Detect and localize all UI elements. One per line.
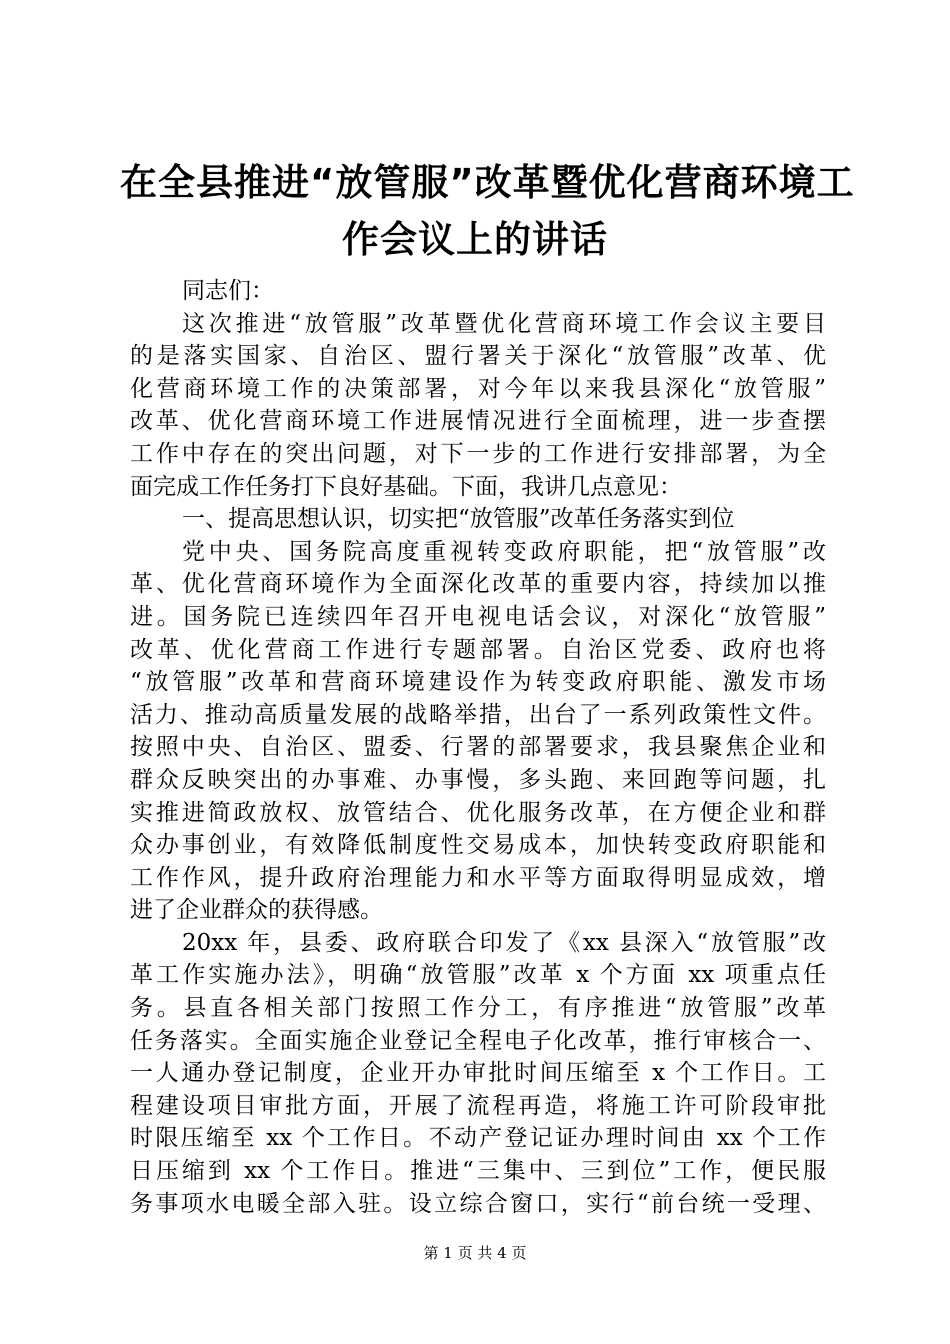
- document-title-line-2: 作会议上的讲话: [342, 218, 608, 261]
- body-text-line: 进了企业群众的获得感。: [130, 897, 383, 924]
- body-text-line: 面完成工作任务打下良好基础。下面，我讲几点意见：: [130, 473, 682, 500]
- body-text-line: 化营商环境工作的决策部署，对今年以来我县深化“放管服”: [130, 375, 826, 402]
- body-text-line: 同志们：: [182, 278, 274, 304]
- body-text-line: 群众反映突出的办事难、办事慢，多头跑、来回跑等问题，扎: [130, 766, 826, 793]
- body-text-line: 务。县直各相关部门按照工作分工，有序推进“放管服”改革: [130, 995, 826, 1022]
- body-text-line: 党中央、国务院高度重视转变政府职能，把“放管服”改: [182, 538, 826, 565]
- body-text-line: 革工作实施办法》，明确“放管服”改革 x 个方面 xx 项重点任: [130, 962, 826, 989]
- body-text-line: 实推进简政放权、放管结合、优化服务改革，在方便企业和群: [130, 799, 826, 826]
- body-text-line: 众办事创业，有效降低制度性交易成本，加快转变政府职能和: [130, 832, 826, 859]
- body-text-line: 的是落实国家、自治区、盟行署关于深化“放管服”改革、优: [130, 343, 826, 370]
- body-text-line: 进。国务院已连续四年召开电视电话会议，对深化“放管服”: [130, 603, 826, 630]
- body-text-line: 按照中央、自治区、盟委、行署的部署要求，我县聚焦企业和: [130, 734, 826, 761]
- body-text-line: 这次推进“放管服”改革暨优化营商环境工作会议主要目: [182, 310, 826, 337]
- body-text-line: 工作作风，提升政府治理能力和水平等方面取得明显成效，增: [130, 864, 826, 891]
- body-text-line: 一、提高思想认识，切实把“放管服”改革任务落实到位: [182, 506, 735, 533]
- body-text-line: 改革、优化营商环境工作进展情况进行全面梳理，进一步查摆: [130, 408, 826, 435]
- body-text-line: 程建设项目审批方面，开展了流程再造，将施工许可阶段审批: [130, 1092, 826, 1119]
- body-text-line: 革、优化营商环境作为全面深化改革的重要内容，持续加以推: [130, 571, 826, 598]
- page-footer: 第 1 页 共 4 页: [423, 1244, 527, 1262]
- document-body: [130, 275, 826, 1220]
- body-text-line: 一人通办登记制度，企业开办审批时间压缩至 x 个工作日。工: [130, 1060, 826, 1087]
- document-title-line-1: 在全县推进“放管服”改革暨优化营商环境工: [120, 161, 855, 204]
- body-text-line: 时限压缩至 xx 个工作日。不动产登记证办理时间由 xx 个工作: [130, 1125, 826, 1152]
- body-text-line: 改革、优化营商工作进行专题部署。自治区党委、政府也将: [130, 636, 826, 663]
- body-text-line: 20xx 年，县委、政府联合印发了《xx 县深入“放管服”改: [182, 929, 826, 956]
- body-text-line: 任务落实。全面实施企业登记全程电子化改革，推行审核合一、: [130, 1027, 826, 1054]
- body-text-line: 日压缩到 xx 个工作日。推进“三集中、三到位”工作，便民服: [130, 1158, 826, 1185]
- body-text-line: 工作中存在的突出问题，对下一步的工作进行安排部署，为全: [130, 440, 826, 467]
- body-text-line: 活力、推动高质量发展的战略举措，出台了一系列政策性文件。: [130, 701, 826, 728]
- body-text-line: “放管服”改革和营商环境建设作为转变政府职能、激发市场: [130, 669, 826, 696]
- body-text-line: 务事项水电暖全部入驻。设立综合窗口，实行“前台统一受理、: [130, 1190, 826, 1217]
